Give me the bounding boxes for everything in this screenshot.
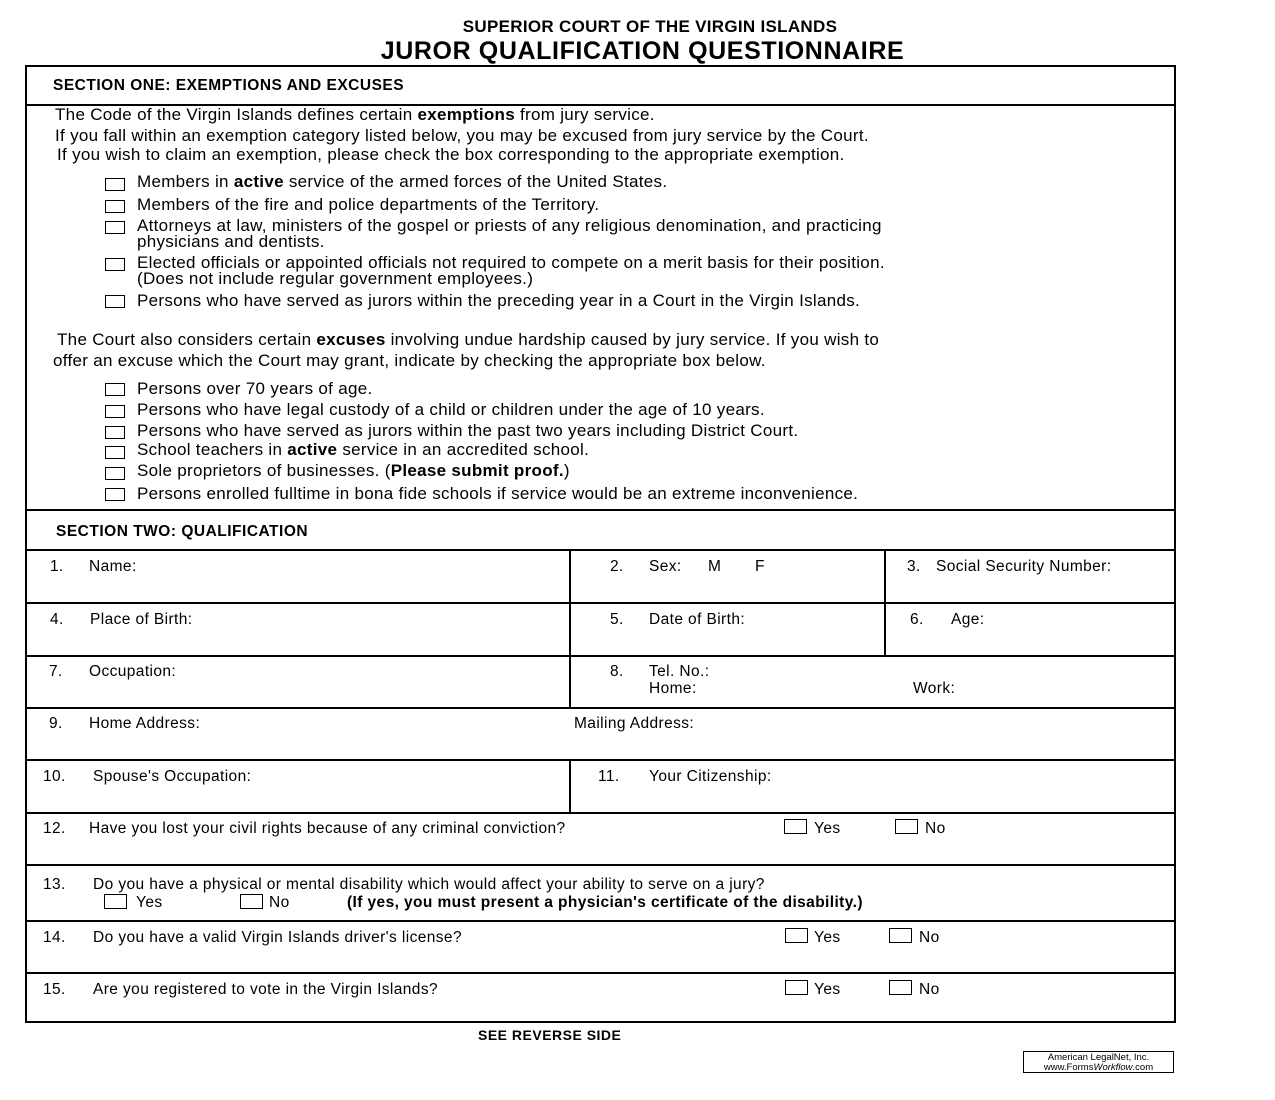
- question-15-number: 15.: [43, 981, 66, 998]
- field-10-number: 10.: [43, 768, 66, 785]
- excuse-age-label: Persons over 70 years of age.: [137, 379, 373, 398]
- q15-yes-checkbox[interactable]: [785, 980, 808, 995]
- question-14-number: 14.: [43, 929, 66, 946]
- exemption-active-military-label: Members in active service of the armed forces of the United States.: [137, 172, 668, 191]
- mailing-address-field[interactable]: Mailing Address:: [574, 715, 695, 732]
- q13-yes-label: Yes: [136, 894, 163, 911]
- court-name: SUPERIOR COURT OF THE VIRGIN ISLANDS: [462, 17, 838, 36]
- divider: [569, 655, 571, 707]
- exemption-active-military-checkbox[interactable]: [105, 178, 125, 191]
- date-of-birth-field[interactable]: Date of Birth:: [649, 611, 746, 628]
- field-1-number: 1.: [50, 558, 64, 575]
- excuse-teachers-label: School teachers in active service in an accredited school.: [137, 440, 590, 459]
- intro-line-2: If you fall within an exemption category listed below, you may be excused from jury service by the Court.: [55, 126, 869, 145]
- exemption-officials-label: Elected officials or appointed officials not required to compete on a merit basis for their position. (Does not include regular government employees.): [137, 253, 885, 288]
- divider: [25, 549, 1176, 551]
- q14-no-checkbox[interactable]: [889, 928, 912, 943]
- publisher-watermark: American LegalNet, Inc. www.FormsWorkflow.com: [1023, 1051, 1174, 1073]
- q12-yes-checkbox[interactable]: [784, 819, 807, 834]
- question-14-text: Do you have a valid Virgin Islands driver's license?: [93, 929, 462, 946]
- divider: [25, 920, 1176, 922]
- work-phone-field[interactable]: Work:: [913, 680, 956, 697]
- excuse-recent-juror-label: Persons who have served as jurors within the past two years including District Court.: [137, 421, 799, 440]
- sex-option-m[interactable]: M: [708, 558, 722, 575]
- field-5-number: 5.: [610, 611, 624, 628]
- excuse-intro-line-1: The Court also considers certain excuses involving undue hardship caused by jury service. If you wish to: [57, 330, 880, 349]
- question-12-text: Have you lost your civil rights because of any criminal conviction?: [89, 820, 566, 837]
- q14-yes-label: Yes: [814, 929, 841, 946]
- q12-yes-label: Yes: [814, 820, 841, 837]
- q14-no-label: No: [919, 929, 940, 946]
- place-of-birth-field[interactable]: Place of Birth:: [90, 611, 193, 628]
- home-phone-field[interactable]: Home:: [649, 680, 697, 697]
- spouse-occupation-field[interactable]: Spouse's Occupation:: [93, 768, 252, 785]
- q15-no-label: No: [919, 981, 940, 998]
- exemption-fire-police-label: Members of the fire and police departments of the Territory.: [137, 195, 600, 214]
- excuse-intro-line-2: offer an excuse which the Court may grant, indicate by checking the appropriate box below.: [53, 351, 766, 370]
- divider: [25, 864, 1176, 866]
- intro-line-1: The Code of the Virgin Islands defines certain exemptions from jury service.: [55, 105, 655, 124]
- excuse-custody-checkbox[interactable]: [105, 405, 125, 418]
- form-title: JUROR QUALIFICATION QUESTIONNAIRE: [380, 37, 905, 65]
- exemption-fire-police-checkbox[interactable]: [105, 200, 125, 213]
- question-13-number: 13.: [43, 876, 66, 893]
- excuse-sole-proprietor-checkbox[interactable]: [105, 467, 125, 480]
- telephone-label: Tel. No.:: [649, 663, 710, 680]
- exemption-professionals-label: Attorneys at law, ministers of the gospel or priests of any religious denomination, and practicing physicians and dentists.: [137, 216, 882, 251]
- divider: [25, 759, 1176, 761]
- excuse-recent-juror-checkbox[interactable]: [105, 426, 125, 439]
- citizenship-field[interactable]: Your Citizenship:: [649, 768, 772, 785]
- occupation-field[interactable]: Occupation:: [89, 663, 177, 680]
- q13-yes-checkbox[interactable]: [104, 894, 127, 909]
- q15-yes-label: Yes: [814, 981, 841, 998]
- sex-option-f[interactable]: F: [755, 558, 765, 575]
- q14-yes-checkbox[interactable]: [785, 928, 808, 943]
- divider: [569, 759, 571, 812]
- excuse-sole-proprietor-label: Sole proprietors of businesses. (Please submit proof.): [137, 461, 570, 480]
- question-13-note: (If yes, you must present a physician's certificate of the disability.): [347, 894, 863, 911]
- q12-no-checkbox[interactable]: [895, 819, 918, 834]
- divider: [25, 707, 1176, 709]
- ssn-field[interactable]: Social Security Number:: [936, 558, 1112, 575]
- see-reverse-side: SEE REVERSE SIDE: [478, 1027, 622, 1043]
- q15-no-checkbox[interactable]: [889, 980, 912, 995]
- excuse-custody-label: Persons who have legal custody of a child or children under the age of 10 years.: [137, 400, 765, 419]
- divider: [25, 655, 1176, 657]
- excuse-student-label: Persons enrolled fulltime in bona fide schools if service would be an extreme inconvenience.: [137, 484, 859, 503]
- q13-no-checkbox[interactable]: [240, 894, 263, 909]
- exemption-prior-juror-checkbox[interactable]: [105, 295, 125, 308]
- excuse-age-checkbox[interactable]: [105, 383, 125, 396]
- excuse-teachers-checkbox[interactable]: [105, 446, 125, 459]
- home-address-field[interactable]: Home Address:: [89, 715, 201, 732]
- divider: [25, 509, 1176, 511]
- exemption-prior-juror-label: Persons who have served as jurors within the preceding year in a Court in the Virgin Islands.: [137, 291, 861, 310]
- field-11-number: 11.: [598, 768, 620, 785]
- question-12-number: 12.: [43, 820, 66, 837]
- divider: [25, 812, 1176, 814]
- name-field[interactable]: Name:: [89, 558, 137, 575]
- section-one-heading: SECTION ONE: EXEMPTIONS AND EXCUSES: [53, 77, 405, 94]
- field-3-number: 3.: [907, 558, 921, 575]
- question-13-text: Do you have a physical or mental disability which would affect your ability to serve on a jury?: [93, 876, 765, 893]
- age-field[interactable]: Age:: [951, 611, 985, 628]
- excuse-student-checkbox[interactable]: [105, 488, 125, 501]
- field-7-number: 7.: [49, 663, 63, 680]
- exemption-officials-checkbox[interactable]: [105, 258, 125, 271]
- field-6-number: 6.: [910, 611, 924, 628]
- q13-no-label: No: [269, 894, 290, 911]
- question-15-text: Are you registered to vote in the Virgin Islands?: [93, 981, 439, 998]
- divider: [25, 972, 1176, 974]
- field-9-number: 9.: [49, 715, 63, 732]
- field-8-number: 8.: [610, 663, 624, 680]
- field-4-number: 4.: [50, 611, 64, 628]
- intro-line-3: If you wish to claim an exemption, please check the box corresponding to the appropriate exemption.: [57, 145, 845, 164]
- q12-no-label: No: [925, 820, 946, 837]
- sex-field: Sex:: [649, 558, 682, 575]
- section-two-heading: SECTION TWO: QUALIFICATION: [56, 523, 309, 540]
- divider: [25, 602, 1176, 604]
- exemption-professionals-checkbox[interactable]: [105, 221, 125, 234]
- field-2-number: 2.: [610, 558, 624, 575]
